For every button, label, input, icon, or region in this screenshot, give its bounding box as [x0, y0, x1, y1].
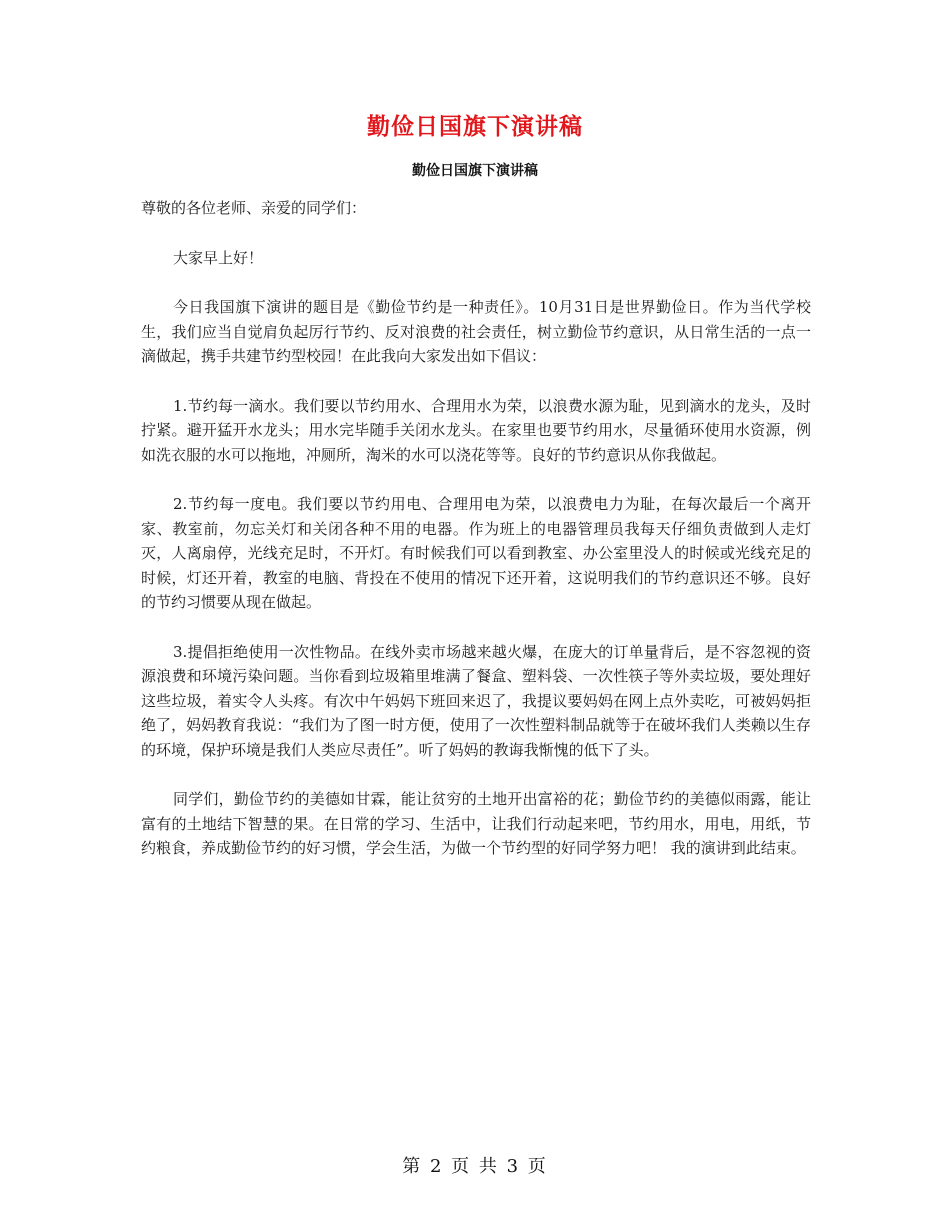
document-subtitle: 勤俭日国旗下演讲稿 — [412, 163, 538, 179]
proposal-electricity-paragraph: 2.节约每一度电。我们要以节约用电、合理用电为荣，以浪费电力为耻，在每次最后一个离开家、教室前，勿忘关灯和关闭各种不用的电器。作为班上的电器管理员我每天仔细负责做到人走灯灭，人离扇停，光线充足时，不开灯。有时候我们可以看到教室、办公室里没人的时候或光线充足的时候，灯还开着，教室的电脑、背投在不使用的情况下还开着，这说明我们的节约意识还不够。良好的节约习惯要从现在做起。 — [141, 495, 811, 611]
page-number-footer: 第 2 页 共 3 页 — [402, 1156, 548, 1177]
closing-paragraph: 同学们，勤俭节约的美德如甘霖，能让贫穷的土地开出富裕的花；勤俭节约的美德似雨露，能让富有的土地结下智慧的果。在日常的学习、生活中，让我们行动起来吧，节约用水，用电，用纸，节约粮食，养成勤俭节约的好习惯，学会生活，为做一个节约型的好同学努力吧！ 我的演讲到此结束。 — [141, 790, 811, 857]
document-title: 勤俭日国旗下演讲稿 — [367, 114, 583, 140]
document-body — [141, 196, 811, 886]
intro-paragraph: 今日我国旗下演讲的题目是《勤俭节约是一种责任》。10月31日是世界勤俭日。作为当代学校生，我们应当自觉肩负起厉行节约、反对浪费的社会责任，树立勤俭节约意识，从日常生活的一点一滴做起，携手共建节约型校园！在此我向大家发出如下倡议： — [141, 298, 811, 365]
greeting-paragraph: 大家早上好！ — [173, 248, 264, 267]
proposal-disposables-paragraph: 3.提倡拒绝使用一次性物品。在线外卖市场越来越火爆，在庞大的订单量背后，是不容忽视的资源浪费和环境污染问题。当你看到垃圾箱里堆满了餐盒、塑料袋、一次性筷子等外卖垃圾，要处理好这些垃圾，着实令人头疼。有次中午妈妈下班回来迟了，我提议要妈妈在网上点外卖吃，可被妈妈拒绝了，妈妈教育我说：“我们为了图一时方便，使用了一次性塑料制品就等于在破坏我们人类赖以生存的环境，保护环境是我们人类应尽责任”。听了妈妈的教诲我惭愧的低下了头。 — [141, 642, 811, 759]
proposal-water-paragraph: 1.节约每一滴水。我们要以节约用水、合理用水为荣，以浪费水源为耻，见到滴水的龙头，及时拧紧。避开猛开水龙头；用水完毕随手关闭水龙头。在家里也要节约用水，尽量循环使用水资源，例如洗衣服的水可以拖地，冲厕所，淘米的水可以浇花等等。良好的节约意识从你我做起。 — [141, 396, 811, 464]
salutation-paragraph: 尊敬的各位老师、亲爱的同学们： — [141, 199, 367, 217]
